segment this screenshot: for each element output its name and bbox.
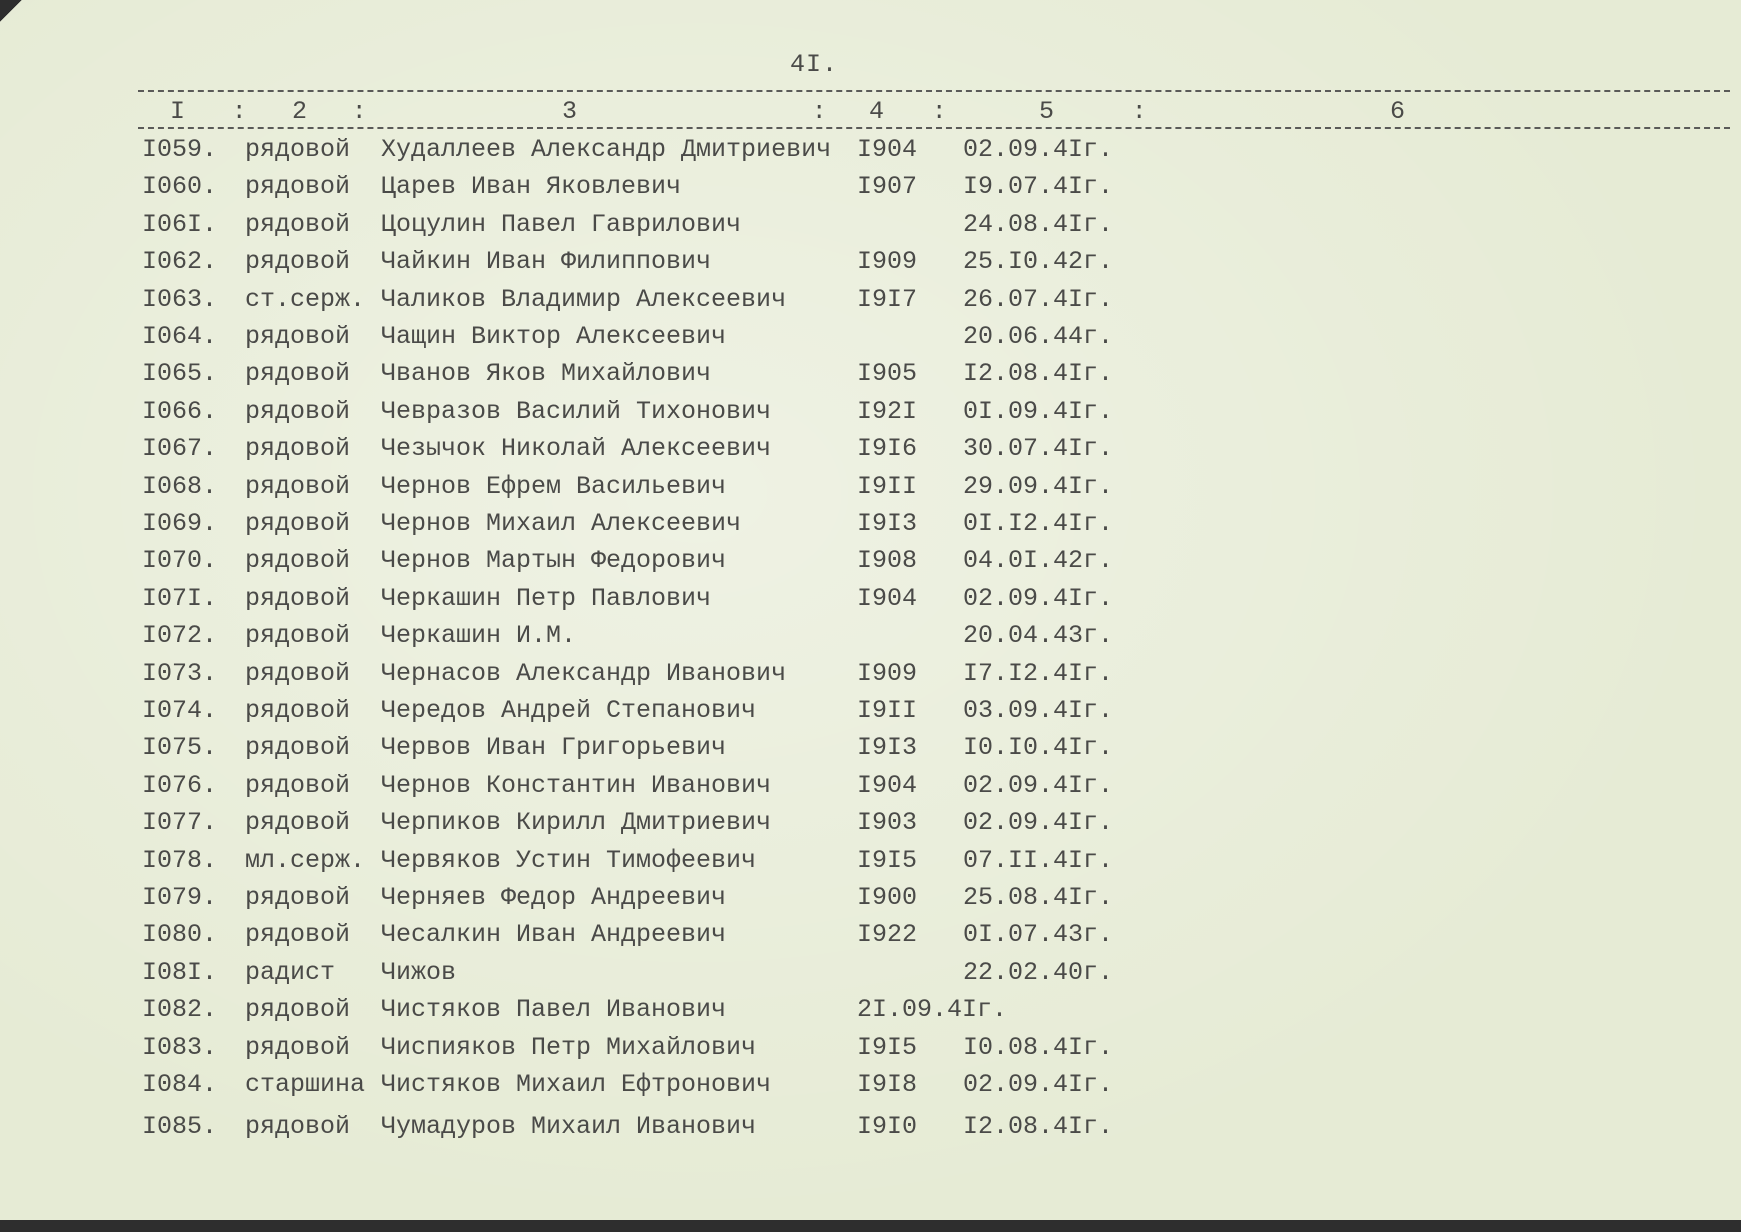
table-row <box>0 771 1741 805</box>
rank-cell: рядовой <box>245 808 351 838</box>
header-bottom-rule <box>138 127 1730 129</box>
rank-cell: рядовой <box>245 770 351 800</box>
rank-cell: рядовой <box>245 247 351 277</box>
rank-cell: рядовой <box>245 1112 351 1142</box>
birth-year-cell: I907 <box>857 172 918 202</box>
header-separator: : <box>352 99 367 126</box>
date-cell: 0I.09.4Iг. <box>963 396 1114 426</box>
table-row <box>0 172 1741 206</box>
table-row <box>0 958 1741 992</box>
header-top-rule <box>138 90 1730 92</box>
rank-cell: рядовой <box>245 172 351 202</box>
record-number: I083. <box>142 1032 218 1062</box>
record-number: I069. <box>142 509 218 538</box>
name-cell: Чезычок Николай Алексеевич <box>381 434 772 464</box>
table-row <box>0 1112 1741 1146</box>
rank-cell: рядовой <box>245 396 351 426</box>
birth-year-cell: I9I8 <box>857 1070 918 1099</box>
date-cell: 02.09.4Iг. <box>963 1070 1114 1099</box>
name-cell: Чернасов Александр Иванович <box>381 658 787 688</box>
date-cell: I2.08.4Iг. <box>963 359 1114 389</box>
date-cell: 0I.07.43г. <box>963 920 1114 950</box>
birth-year-cell: I904 <box>857 770 918 800</box>
record-number: I074. <box>142 696 218 725</box>
header-separator: : <box>812 99 827 126</box>
header-separator: : <box>232 99 247 126</box>
name-cell: Чайкин Иван Филиппович <box>381 247 712 277</box>
table-row <box>0 846 1741 880</box>
date-cell: 30.07.4Iг. <box>963 434 1114 464</box>
name-cell: Чистяков Павел Иванович <box>381 995 727 1025</box>
rank-cell: рядовой <box>245 883 351 912</box>
birth-year-cell: I9I5 <box>857 845 918 875</box>
name-cell: Червов Иван Григорьевич <box>381 733 727 763</box>
date-cell: 03.09.4Iг. <box>963 696 1114 725</box>
rank-cell: старшина <box>245 1070 366 1099</box>
name-cell: Чиспияков Петр Михайлович <box>381 1032 757 1062</box>
rank-cell: рядовой <box>245 733 351 763</box>
record-number: I065. <box>142 359 218 389</box>
date-cell: 02.09.4Iг. <box>963 583 1114 613</box>
table-row <box>0 696 1741 730</box>
birth-year-cell: I909 <box>857 247 918 277</box>
name-cell: Чесалкин Иван Андреевич <box>381 920 727 950</box>
rank-cell: рядовой <box>245 434 351 464</box>
table-row <box>0 472 1741 506</box>
name-cell: Чернов Мартын Федорович <box>381 546 727 576</box>
name-cell: Чаликов Владимир Алексеевич <box>381 284 787 314</box>
rank-cell: рядовой <box>245 1032 351 1062</box>
record-number: I084. <box>142 1070 218 1099</box>
birth-year-cell: I9I3 <box>857 733 918 763</box>
birth-year-cell: I905 <box>857 359 918 389</box>
name-cell: Черкашин Петр Павлович <box>381 583 712 613</box>
date-cell: 29.09.4Iг. <box>963 471 1114 501</box>
record-number: I085. <box>142 1112 218 1142</box>
name-cell: Чванов Яков Михайлович <box>381 359 712 389</box>
table-row <box>0 1070 1741 1104</box>
record-number: I06I. <box>142 209 218 239</box>
rank-cell: рядовой <box>245 621 351 651</box>
table-row <box>0 1033 1741 1067</box>
birth-year-cell: I908 <box>857 546 918 576</box>
rank-cell: мл.серж. <box>245 845 366 875</box>
rank-cell: рядовой <box>245 509 351 538</box>
rank-cell: ст.серж. <box>245 284 366 314</box>
rank-cell: рядовой <box>245 920 351 950</box>
table-row <box>0 659 1741 693</box>
scan-edge-bottom <box>0 1220 1741 1232</box>
year-date-cell: 2I.09.4Iг. <box>857 995 1008 1025</box>
name-cell: Черпиков Кирилл Дмитриевич <box>381 808 772 838</box>
record-number: I079. <box>142 883 218 912</box>
record-number: I082. <box>142 995 218 1025</box>
record-number: I060. <box>142 172 218 202</box>
record-number: I073. <box>142 658 218 688</box>
name-cell: Червяков Устин Тимофеевич <box>381 845 757 875</box>
record-number: I072. <box>142 621 218 651</box>
table-row <box>0 210 1741 244</box>
date-cell: 07.II.4Iг. <box>963 845 1114 875</box>
table-row <box>0 621 1741 655</box>
date-cell: 0I.I2.4Iг. <box>963 509 1114 538</box>
name-cell: Чумадуров Михаил Иванович <box>381 1112 757 1142</box>
table-row <box>0 434 1741 468</box>
birth-year-cell: I9I7 <box>857 284 918 314</box>
date-cell: 04.0I.42г. <box>963 546 1114 576</box>
record-number: I066. <box>142 396 218 426</box>
date-cell: I2.08.4Iг. <box>963 1112 1114 1142</box>
rank-cell: рядовой <box>245 359 351 389</box>
record-number: I07I. <box>142 583 218 613</box>
record-number: I062. <box>142 247 218 277</box>
name-cell: Чижов <box>381 957 457 987</box>
name-cell: Черкашин И.М. <box>381 621 577 651</box>
record-number: I076. <box>142 770 218 800</box>
header-separator: : <box>1132 99 1147 126</box>
date-cell: 20.06.44г. <box>963 322 1114 351</box>
date-cell: 20.04.43г. <box>963 621 1114 651</box>
record-number: I078. <box>142 845 218 875</box>
table-row <box>0 247 1741 281</box>
scan-edge-corner <box>0 0 22 22</box>
name-cell: Чернов Константин Иванович <box>381 770 772 800</box>
table-row <box>0 546 1741 580</box>
rank-cell: рядовой <box>245 471 351 501</box>
name-cell: Царев Иван Яковлевич <box>381 172 682 202</box>
rank-cell: радист <box>245 957 336 987</box>
table-row <box>0 359 1741 393</box>
table-row <box>0 509 1741 543</box>
name-cell: Чередов Андрей Степанович <box>381 696 757 725</box>
birth-year-cell: I9I6 <box>857 434 918 464</box>
record-number: I080. <box>142 920 218 950</box>
rank-cell: рядовой <box>245 696 351 725</box>
record-number: I064. <box>142 322 218 351</box>
table-row <box>0 920 1741 954</box>
birth-year-cell: I904 <box>857 135 918 164</box>
rank-cell: рядовой <box>245 322 351 351</box>
header-col-6: 6 <box>1390 97 1406 126</box>
name-cell: Чернов Михаил Алексеевич <box>381 509 742 538</box>
date-cell: 22.02.40г. <box>963 957 1114 987</box>
name-cell: Цоцулин Павел Гаврилович <box>381 209 742 239</box>
table-row <box>0 322 1741 356</box>
header-col-3: 3 <box>562 97 578 126</box>
rank-cell: рядовой <box>245 658 351 688</box>
birth-year-cell: I922 <box>857 920 918 950</box>
birth-year-cell: I9I3 <box>857 509 918 538</box>
record-number: I067. <box>142 434 218 464</box>
date-cell: 02.09.4Iг. <box>963 770 1114 800</box>
rank-cell: рядовой <box>245 546 351 576</box>
birth-year-cell: I903 <box>857 808 918 838</box>
table-row <box>0 135 1741 169</box>
page-number: 4I. <box>790 50 839 79</box>
table-row <box>0 733 1741 767</box>
record-number: I063. <box>142 284 218 314</box>
birth-year-cell: I9II <box>857 471 918 501</box>
table-row <box>0 285 1741 319</box>
birth-year-cell: I909 <box>857 658 918 688</box>
record-number: I08I. <box>142 957 218 987</box>
birth-year-cell: I9II <box>857 696 918 725</box>
name-cell: Чевразов Василий Тихонович <box>381 396 772 426</box>
header-separator: : <box>932 99 947 126</box>
header-col-4: 4 <box>869 97 885 126</box>
table-row <box>0 883 1741 917</box>
table-row <box>0 397 1741 431</box>
record-number: I075. <box>142 733 218 763</box>
date-cell: 02.09.4Iг. <box>963 808 1114 838</box>
birth-year-cell: I92I <box>857 396 918 426</box>
table-row <box>0 995 1741 1029</box>
rank-cell: рядовой <box>245 135 351 164</box>
date-cell: I0.08.4Iг. <box>963 1032 1114 1062</box>
table-row <box>0 808 1741 842</box>
name-cell: Худаллеев Александр Дмитриевич <box>381 135 832 164</box>
date-cell: 24.08.4Iг. <box>963 209 1114 239</box>
date-cell: 25.08.4Iг. <box>963 883 1114 912</box>
birth-year-cell: I900 <box>857 883 918 912</box>
date-cell: I9.07.4Iг. <box>963 172 1114 202</box>
name-cell: Чащин Виктор Алексеевич <box>381 322 727 351</box>
birth-year-cell: I9I5 <box>857 1032 918 1062</box>
record-number: I070. <box>142 546 218 576</box>
birth-year-cell: I9I0 <box>857 1112 918 1142</box>
date-cell: 02.09.4Iг. <box>963 135 1114 164</box>
table-row <box>0 584 1741 618</box>
record-number: I068. <box>142 471 218 501</box>
rank-cell: рядовой <box>245 583 351 613</box>
name-cell: Чистяков Михаил Ефтронович <box>381 1070 772 1099</box>
rank-cell: рядовой <box>245 209 351 239</box>
date-cell: I0.I0.4Iг. <box>963 733 1114 763</box>
record-number: I059. <box>142 135 218 164</box>
date-cell: 25.I0.42г. <box>963 247 1114 277</box>
birth-year-cell: I904 <box>857 583 918 613</box>
header-col-2: 2 <box>292 97 308 126</box>
record-number: I077. <box>142 808 218 838</box>
header-col-1: I <box>170 97 186 126</box>
name-cell: Черняев Федор Андреевич <box>381 883 727 912</box>
header-col-5: 5 <box>1039 97 1055 126</box>
rank-cell: рядовой <box>245 995 351 1025</box>
date-cell: I7.I2.4Iг. <box>963 658 1114 688</box>
date-cell: 26.07.4Iг. <box>963 284 1114 314</box>
name-cell: Чернов Ефрем Васильевич <box>381 471 727 501</box>
